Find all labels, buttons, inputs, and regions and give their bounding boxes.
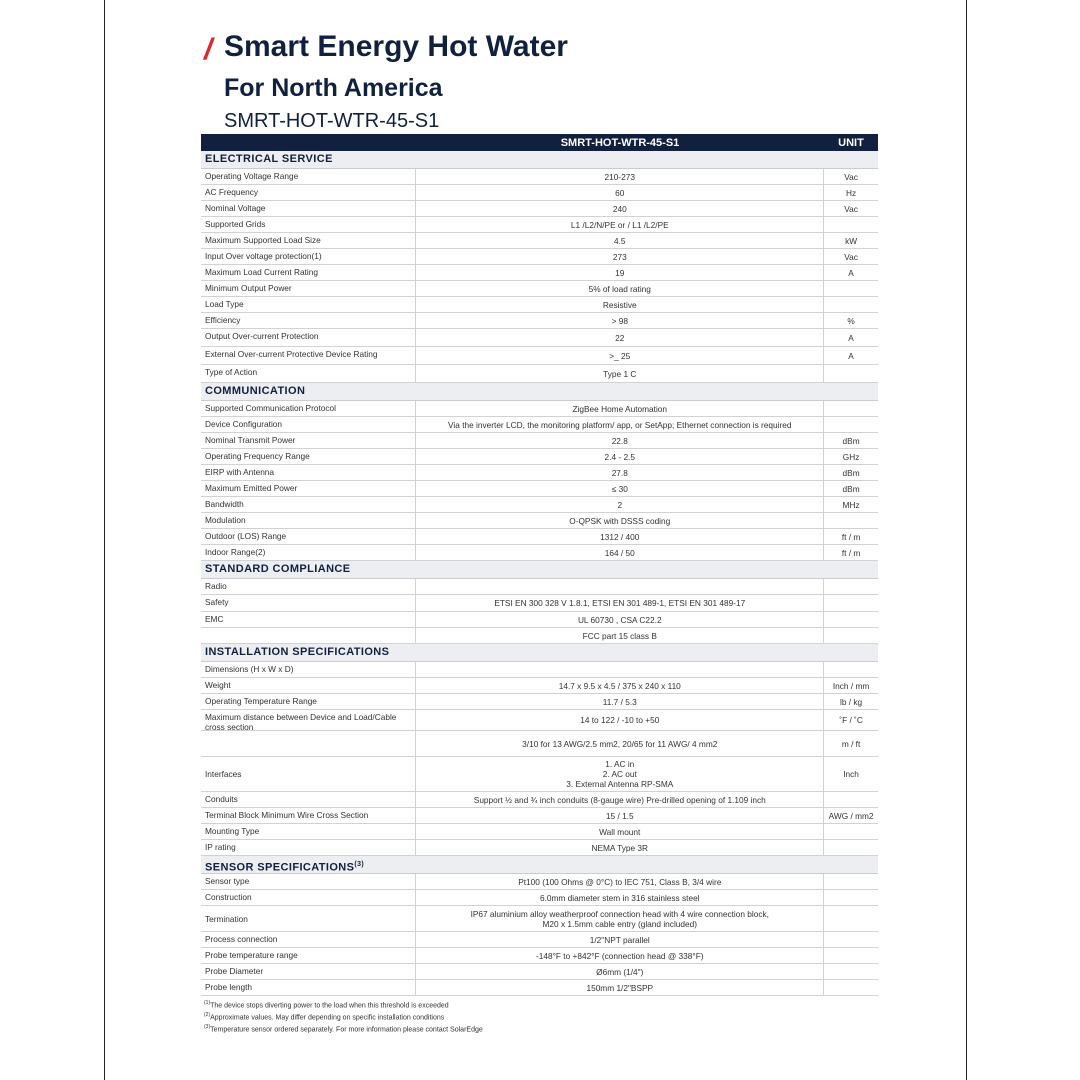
table-row [201, 465, 878, 481]
header-unit-col: UNIT [838, 136, 864, 149]
row-label: Sensor type [205, 876, 250, 886]
accent-slash: / [204, 33, 213, 66]
table-row [201, 628, 878, 644]
row-value: 27.8 [415, 465, 823, 480]
row-value: Wall mount [415, 824, 823, 839]
row-value: 1/2"NPT parallel [415, 932, 823, 947]
row-value: ≤ 30 [415, 481, 823, 496]
row-unit [823, 906, 878, 931]
row-unit: Inch [823, 757, 878, 791]
row-unit: MHz [823, 497, 878, 512]
footnote [204, 1011, 483, 1023]
row-unit: Vac [823, 169, 878, 184]
row-label: Probe Diameter [205, 966, 264, 976]
table-row [201, 595, 878, 612]
section-title-text: SENSOR SPECIFICATIONS [205, 861, 355, 874]
row-unit: Vac [823, 249, 878, 264]
row-label: Minimum Output Power [205, 283, 292, 293]
row-unit: % [823, 313, 878, 328]
table-row [201, 662, 878, 678]
row-value: 22 [415, 329, 823, 346]
table-row [201, 401, 878, 417]
row-unit [823, 217, 878, 232]
row-unit: A [823, 265, 878, 280]
footnote-text: Approximate values. May differ depending on specific installation conditions [210, 1014, 445, 1022]
row-label: Outdoor (LOS) Range [205, 531, 287, 541]
row-value: FCC part 15 class B [415, 628, 823, 643]
row-value: 6.0mm diameter stem in 316 stainless steel [415, 890, 823, 905]
row-value: 15 / 1.5 [415, 808, 823, 823]
table-row [201, 347, 878, 365]
row-label: Probe length [205, 982, 253, 992]
row-label: EIRP with Antenna [205, 467, 275, 477]
header-model-col: SMRT-HOT-WTR-45-S1 [560, 136, 680, 149]
row-label: Operating Temperature Range [205, 696, 317, 706]
row-unit [823, 964, 878, 979]
row-value: 22.8 [415, 433, 823, 448]
row-unit: kW [823, 233, 878, 248]
row-value: Via the inverter LCD, the monitoring platform/ app, or SetApp; Ethernet connection is required [415, 417, 823, 432]
row-unit [823, 628, 878, 643]
section-title [201, 856, 878, 874]
table-row [201, 948, 878, 964]
row-unit: Inch / mm [823, 678, 878, 693]
table-row [201, 529, 878, 545]
row-unit: lb / kg [823, 694, 878, 709]
row-label: Operating Frequency Range [205, 451, 310, 461]
row-unit: A [823, 329, 878, 346]
row-value: 14 to 122 / -10 to +50 [415, 710, 823, 730]
table-row [201, 497, 878, 513]
table-row [201, 874, 878, 890]
section-title: STANDARD COMPLIANCE [201, 561, 878, 579]
table-row [201, 792, 878, 808]
row-unit: ft / m [823, 529, 878, 544]
row-value: 14.7 x 9.5 x 4.5 / 375 x 240 x 110 [415, 678, 823, 693]
row-label: Interfaces [205, 769, 242, 779]
table-row [201, 890, 878, 906]
row-unit [823, 932, 878, 947]
model-number: SMRT-HOT-WTR-45-S1 [224, 110, 440, 132]
row-unit: m / ft [823, 731, 878, 756]
row-value: 3/10 for 13 AWG/2.5 mm2, 20/65 for 11 AWG/ 4 mm2 [415, 731, 823, 756]
table-row [201, 217, 878, 233]
row-value: 273 [415, 249, 823, 264]
row-value: ETSI EN 300 328 V 1.8.1, ETSI EN 301 489-1, ETSI EN 301 489-17 [415, 595, 823, 611]
table-row [201, 932, 878, 948]
row-label: Probe temperature range [205, 950, 298, 960]
table-row [201, 417, 878, 433]
row-label: Efficiency [205, 315, 241, 325]
table-header [201, 134, 878, 151]
row-label: Type of Action [205, 367, 258, 377]
row-value: > 98 [415, 313, 823, 328]
row-unit [823, 365, 878, 382]
section-title-footnote-mark: (3) [354, 861, 365, 868]
row-value: 2 [415, 497, 823, 512]
page-right-edge [966, 0, 967, 1080]
footnote-text: The device stops diverting power to the load when this threshold is exceeded [210, 1002, 449, 1010]
table-row [201, 297, 878, 313]
row-unit: ˚F / ˚C [823, 710, 878, 730]
table-row [201, 757, 878, 792]
footnote-mark: (2) [204, 1011, 211, 1018]
page-subtitle: For North America [224, 74, 443, 102]
row-label: Modulation [205, 515, 246, 525]
table-row [201, 449, 878, 465]
table-row [201, 808, 878, 824]
table-row [201, 612, 878, 628]
row-value: 19 [415, 265, 823, 280]
row-unit [823, 824, 878, 839]
row-unit [823, 595, 878, 611]
row-label: Device Configuration [205, 419, 283, 429]
row-label: Maximum Load Current Rating [205, 267, 318, 277]
table-row [201, 513, 878, 529]
row-value: 164 / 50 [415, 545, 823, 560]
row-unit [823, 281, 878, 296]
table-row [201, 265, 878, 281]
table-row [201, 313, 878, 329]
row-unit: ft / m [823, 545, 878, 560]
row-label: Supported Grids [205, 219, 266, 229]
row-value [415, 579, 823, 594]
row-unit [823, 297, 878, 312]
row-unit [823, 417, 878, 432]
page-left-edge [104, 0, 105, 1080]
row-unit: GHz [823, 449, 878, 464]
table-row [201, 980, 878, 996]
section-title: COMMUNICATION [201, 383, 878, 401]
row-value: 150mm 1/2"BSPP [415, 980, 823, 995]
footnote-text: Temperature sensor ordered separately. For more information please contact SolarEdge [210, 1025, 483, 1033]
section-title: INSTALLATION SPECIFICATIONS [201, 644, 878, 662]
row-unit: A [823, 347, 878, 364]
row-label: Construction [205, 892, 252, 902]
row-label: Bandwidth [205, 499, 244, 509]
table-row [201, 329, 878, 347]
row-label: Maximum distance between Device and Load/Cable cross section [205, 712, 397, 732]
row-label: IP rating [205, 842, 236, 852]
row-label: Maximum Emitted Power [205, 483, 298, 493]
row-label: Termination [205, 913, 248, 924]
row-unit: dBm [823, 481, 878, 496]
table-row [201, 840, 878, 856]
row-value: 4.5 [415, 233, 823, 248]
table-row [201, 201, 878, 217]
row-label: AC Frequency [205, 187, 259, 197]
page-title: Smart Energy Hot Water [224, 30, 568, 63]
row-value: O-QPSK with DSSS coding [415, 513, 823, 528]
table-row [201, 545, 878, 561]
footnotes [204, 999, 483, 1034]
spec-table [201, 134, 878, 996]
row-value: Type 1 C [415, 365, 823, 382]
row-value: 60 [415, 185, 823, 200]
row-unit [823, 874, 878, 889]
row-label: Operating Voltage Range [205, 171, 299, 181]
row-label: Load Type [205, 299, 244, 309]
row-label [201, 628, 415, 643]
row-value: >_ 25 [415, 347, 823, 364]
row-label: Mounting Type [205, 826, 260, 836]
row-label: Process connection [205, 934, 278, 944]
table-row [201, 169, 878, 185]
row-label: Safety [205, 597, 229, 607]
row-unit [823, 612, 878, 627]
row-label: Output Over-current Protection [205, 331, 319, 341]
table-row [201, 579, 878, 595]
row-label: EMC [205, 614, 224, 624]
table-row [201, 964, 878, 980]
row-value: 5% of load rating [415, 281, 823, 296]
row-label: Supported Communication Protocol [205, 403, 336, 413]
footnote [204, 999, 483, 1011]
table-row [201, 694, 878, 710]
row-unit: Vac [823, 201, 878, 216]
row-unit [823, 890, 878, 905]
row-label: Nominal Voltage [205, 203, 266, 213]
row-value: Resistive [415, 297, 823, 312]
section-title: ELECTRICAL SERVICE [201, 151, 878, 169]
row-label: Conduits [205, 794, 238, 804]
row-value: 11.7 / 5.3 [415, 694, 823, 709]
table-row [201, 824, 878, 840]
row-unit [823, 401, 878, 416]
table-row [201, 710, 878, 731]
row-label: Maximum Supported Load Size [205, 235, 321, 245]
row-value: L1 /L2/N/PE or / L1 /L2/PE [415, 217, 823, 232]
table-row [201, 249, 878, 265]
table-row [201, 731, 878, 757]
table-row [201, 481, 878, 497]
row-label: Terminal Block Minimum Wire Cross Section [205, 810, 369, 820]
row-unit [823, 579, 878, 594]
row-value [415, 662, 823, 677]
row-unit: dBm [823, 465, 878, 480]
row-value: 1312 / 400 [415, 529, 823, 544]
row-label: Nominal Transmit Power [205, 435, 296, 445]
row-unit: dBm [823, 433, 878, 448]
row-value: UL 60730 , CSA C22.2 [415, 612, 823, 627]
row-label: External Over-current Protective Device Rating [205, 349, 378, 359]
row-value: 240 [415, 201, 823, 216]
row-unit [823, 513, 878, 528]
row-value: ZigBee Home Automation [415, 401, 823, 416]
row-value: Ø6mm (1/4") [415, 964, 823, 979]
row-value: 2.4 - 2.5 [415, 449, 823, 464]
table-row [201, 433, 878, 449]
row-value: NEMA Type 3R [415, 840, 823, 855]
table-row [201, 906, 878, 932]
row-value: -148°F to +842°F (connection head @ 338°F) [415, 948, 823, 963]
table-row [201, 281, 878, 297]
row-label: Radio [205, 581, 227, 591]
row-label: Weight [205, 680, 231, 690]
row-value: Support ½ and ¾ inch conduits (8-gauge wire) Pre-drilled opening of 1.109 inch [415, 792, 823, 807]
row-unit [823, 792, 878, 807]
row-value: 1. AC in 2. AC out 3. External Antenna RP-SMA [415, 757, 823, 791]
table-row [201, 233, 878, 249]
row-unit [823, 840, 878, 855]
row-value: 210-273 [415, 169, 823, 184]
row-unit: Hz [823, 185, 878, 200]
row-label [201, 731, 415, 756]
row-label: Input Over voltage protection(1) [205, 251, 322, 261]
row-label: Dimensions (H x W x D) [205, 664, 294, 674]
row-unit [823, 980, 878, 995]
footnote-mark: (1) [204, 1000, 211, 1006]
row-unit: AWG / mm2 [823, 808, 878, 823]
row-value: Pt100 (100 Ohms @ 0°C) to IEC 751, Class B, 3/4 wire [415, 874, 823, 889]
table-row [201, 185, 878, 201]
row-label: Indoor Range(2) [205, 547, 266, 557]
footnote [204, 1023, 483, 1035]
footnote-mark: (3) [204, 1023, 211, 1030]
row-unit [823, 948, 878, 963]
table-row [201, 365, 878, 383]
row-unit [823, 662, 878, 677]
row-value: IP67 aluminium alloy weatherproof connection head with 4 wire connection block, M20 x 1.5mm cable entry (gland included) [415, 906, 823, 931]
table-row [201, 678, 878, 694]
